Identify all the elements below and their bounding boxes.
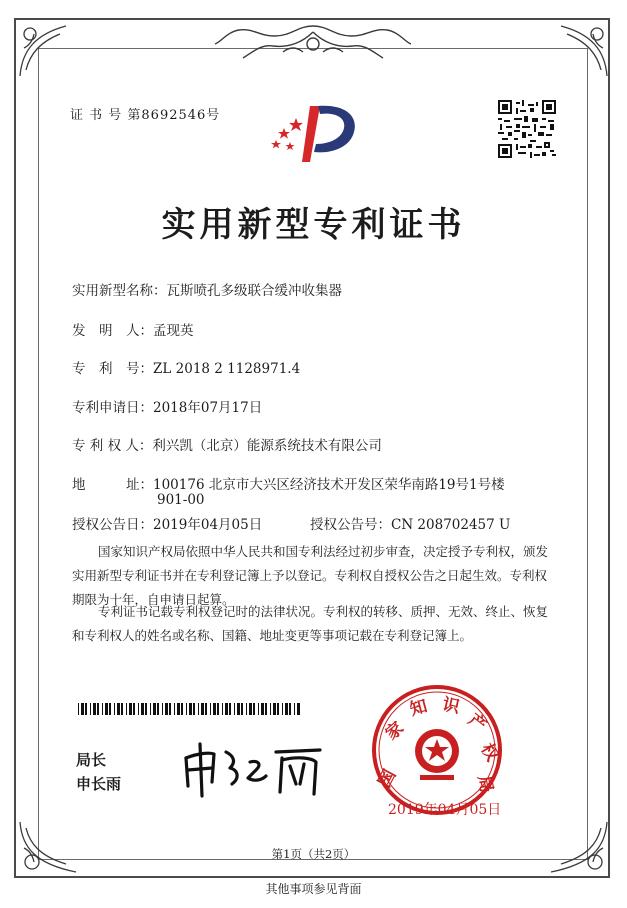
utility-name-value: 瓦斯喷孔多级联合缓冲收集器 <box>166 283 342 299</box>
barcode-icon <box>78 703 300 715</box>
svg-text:知: 知 <box>407 696 430 721</box>
address-line1: 100176 北京市大兴区经济技术开发区荣华南路19号1号楼 <box>153 477 505 493</box>
svg-text:国: 国 <box>374 766 401 791</box>
inventor-label: 发 明 人： <box>72 323 153 339</box>
patentee-value: 利兴凯（北京）能源系统技术有限公司 <box>152 438 382 454</box>
grant-date-value: 2019年04月05日 <box>153 517 263 533</box>
patent-number-label: 专 利 号： <box>72 361 153 377</box>
corner-ornament-icon <box>16 20 76 80</box>
director-title: 局长 <box>76 751 107 769</box>
patent-number-value: ZL 2018 2 1128971.4 <box>153 361 301 377</box>
svg-text:识: 识 <box>440 694 462 718</box>
patentee-label: 专 利 权 人： <box>72 438 153 454</box>
grant-number-value: CN 208702457 U <box>391 517 511 533</box>
svg-text:家: 家 <box>381 718 408 745</box>
legal-status-paragraph: 专利证书记载专利权登记时的法律状况。专利权的转移、质押、无效、终止、恢复和专利权人的姓名或名称、国籍、地址变更等事项记载在专利登记簿上。 <box>72 604 549 643</box>
inventor-row <box>72 319 194 339</box>
certificate-number: 证 书 号 第8692546号 <box>70 108 221 123</box>
grant-number-row <box>310 513 510 533</box>
certificate-title: 实用新型专利证书 <box>161 205 466 245</box>
seal-date: 2019年04月05日 <box>388 802 502 818</box>
corner-ornament-icon <box>551 20 611 80</box>
grant-number-label: 授权公告号： <box>310 517 391 533</box>
official-seal-icon <box>370 683 504 817</box>
qr-code-icon <box>498 100 556 158</box>
patentee-row <box>72 434 382 454</box>
footer-note: 其他事项参见背面 <box>265 882 362 896</box>
inventor-value: 孟现英 <box>153 323 194 339</box>
grant-date-label: 授权公告日： <box>72 517 153 533</box>
utility-name-row <box>72 279 342 299</box>
address-row <box>72 473 505 493</box>
filing-date-row <box>72 396 262 416</box>
director-signature-icon <box>178 738 328 800</box>
director-name: 申长雨 <box>76 775 122 793</box>
svg-text:产: 产 <box>464 709 490 737</box>
address-line2: 901-00 <box>157 492 205 508</box>
svg-text:权: 权 <box>476 740 503 765</box>
grant-statement-paragraph: 国家知识产权局依照中华人民共和国专利法经过初步审查，决定授予专利权，颁发实用新型专利证书并在专利登记簿上予以登记。专利权自授权公告之日起生效。专利权期限为十年，自申请日起算。 <box>72 544 549 607</box>
filing-date-value: 2018年07月17日 <box>153 400 263 416</box>
svg-text:局: 局 <box>473 774 497 795</box>
top-ornament-icon <box>213 22 413 66</box>
filing-date-label: 专利申请日： <box>72 400 153 416</box>
address-label: 地 址： <box>72 477 153 493</box>
cnipa-logo-icon <box>258 98 362 172</box>
grant-date-row <box>72 513 262 533</box>
utility-name-label: 实用新型名称： <box>72 283 167 299</box>
page-number: 第1页（共2页） <box>271 847 356 861</box>
patent-number-row <box>72 357 300 377</box>
